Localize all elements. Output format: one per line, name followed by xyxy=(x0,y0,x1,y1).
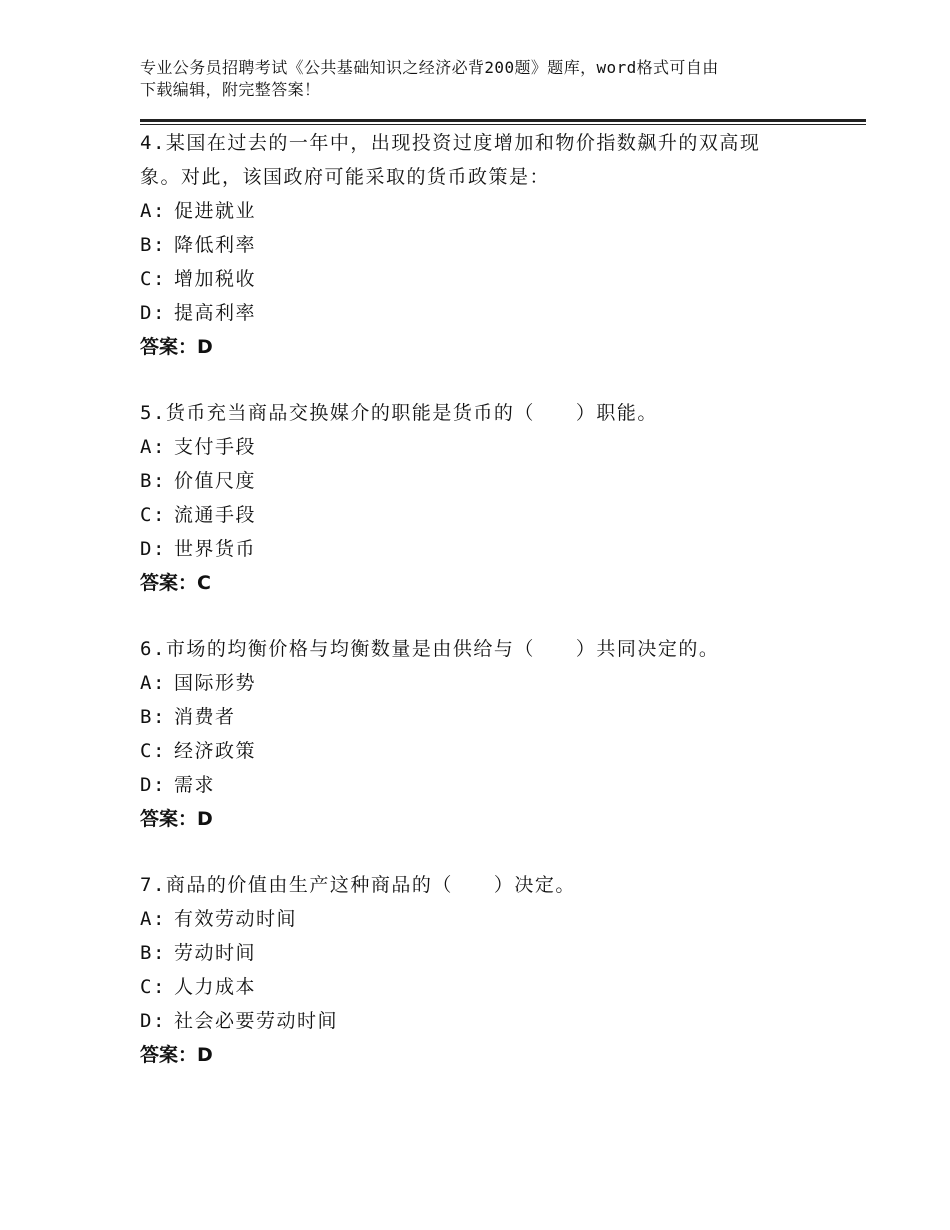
question-item xyxy=(140,868,860,1072)
option-label: C: xyxy=(140,268,166,290)
option-text: 世界货币 xyxy=(174,538,257,560)
option-d xyxy=(140,296,860,330)
option-text: 国际形势 xyxy=(174,672,257,694)
option-text: 降低利率 xyxy=(174,234,257,256)
answer-text: 答案：D xyxy=(140,336,213,358)
question-text xyxy=(140,126,860,194)
question-text-line: 6.市场的均衡价格与均衡数量是由供给与（ ）共同决定的。 xyxy=(140,638,720,660)
answer-text: 答案：D xyxy=(140,808,213,830)
header-divider xyxy=(140,119,866,125)
question-text-line: 5.货币充当商品交换媒介的职能是货币的（ ）职能。 xyxy=(140,402,658,424)
option-label: C: xyxy=(140,504,166,526)
option-label: A: xyxy=(140,436,166,458)
option-text: 有效劳动时间 xyxy=(174,908,298,930)
option-b xyxy=(140,700,860,734)
option-label: C: xyxy=(140,740,166,762)
question-text-line: 7.商品的价值由生产这种商品的（ ）决定。 xyxy=(140,874,576,896)
question-item xyxy=(140,632,860,836)
option-text: 劳动时间 xyxy=(174,942,257,964)
option-d xyxy=(140,768,860,802)
option-text: 流通手段 xyxy=(174,504,257,526)
option-label: B: xyxy=(140,234,166,256)
option-text: 社会必要劳动时间 xyxy=(174,1010,339,1032)
option-label: D: xyxy=(140,538,166,560)
header-line-1: 专业公务员招聘考试《公共基础知识之经济必背200题》题库，word格式可自由 xyxy=(140,58,719,77)
header-line-2: 下载编辑，附完整答案！ xyxy=(140,80,321,99)
option-label: A: xyxy=(140,908,166,930)
question-list xyxy=(140,126,860,1104)
option-label: B: xyxy=(140,706,166,728)
question-item xyxy=(140,126,860,364)
option-label: B: xyxy=(140,942,166,964)
option-c xyxy=(140,262,860,296)
option-label: A: xyxy=(140,200,166,222)
option-text: 人力成本 xyxy=(174,976,257,998)
option-text: 支付手段 xyxy=(174,436,257,458)
option-b xyxy=(140,228,860,262)
question-text-line: 4.某国在过去的一年中，出现投资过度增加和物价指数飙升的双高现 xyxy=(140,132,761,154)
question-text xyxy=(140,868,860,902)
option-d xyxy=(140,1004,860,1038)
option-text: 消费者 xyxy=(174,706,236,728)
option-label: C: xyxy=(140,976,166,998)
option-text: 经济政策 xyxy=(174,740,257,762)
option-c xyxy=(140,734,860,768)
option-label: D: xyxy=(140,1010,166,1032)
option-text: 需求 xyxy=(174,774,216,796)
option-c xyxy=(140,498,860,532)
option-label: A: xyxy=(140,672,166,694)
option-b xyxy=(140,936,860,970)
option-text: 价值尺度 xyxy=(174,470,257,492)
option-label: D: xyxy=(140,774,166,796)
option-a xyxy=(140,666,860,700)
option-c xyxy=(140,970,860,1004)
question-text xyxy=(140,396,860,430)
option-a xyxy=(140,902,860,936)
document-header xyxy=(140,57,800,101)
option-label: D: xyxy=(140,302,166,324)
option-text: 提高利率 xyxy=(174,302,257,324)
question-text xyxy=(140,632,860,666)
option-a xyxy=(140,430,860,464)
option-label: B: xyxy=(140,470,166,492)
option-a xyxy=(140,194,860,228)
option-text: 增加税收 xyxy=(174,268,257,290)
option-b xyxy=(140,464,860,498)
answer-text: 答案：C xyxy=(140,572,211,594)
answer-text: 答案：D xyxy=(140,1044,213,1066)
option-text: 促进就业 xyxy=(174,200,257,222)
question-item xyxy=(140,396,860,600)
option-d xyxy=(140,532,860,566)
question-text-line: 象。对此，该国政府可能采取的货币政策是： xyxy=(140,166,551,188)
